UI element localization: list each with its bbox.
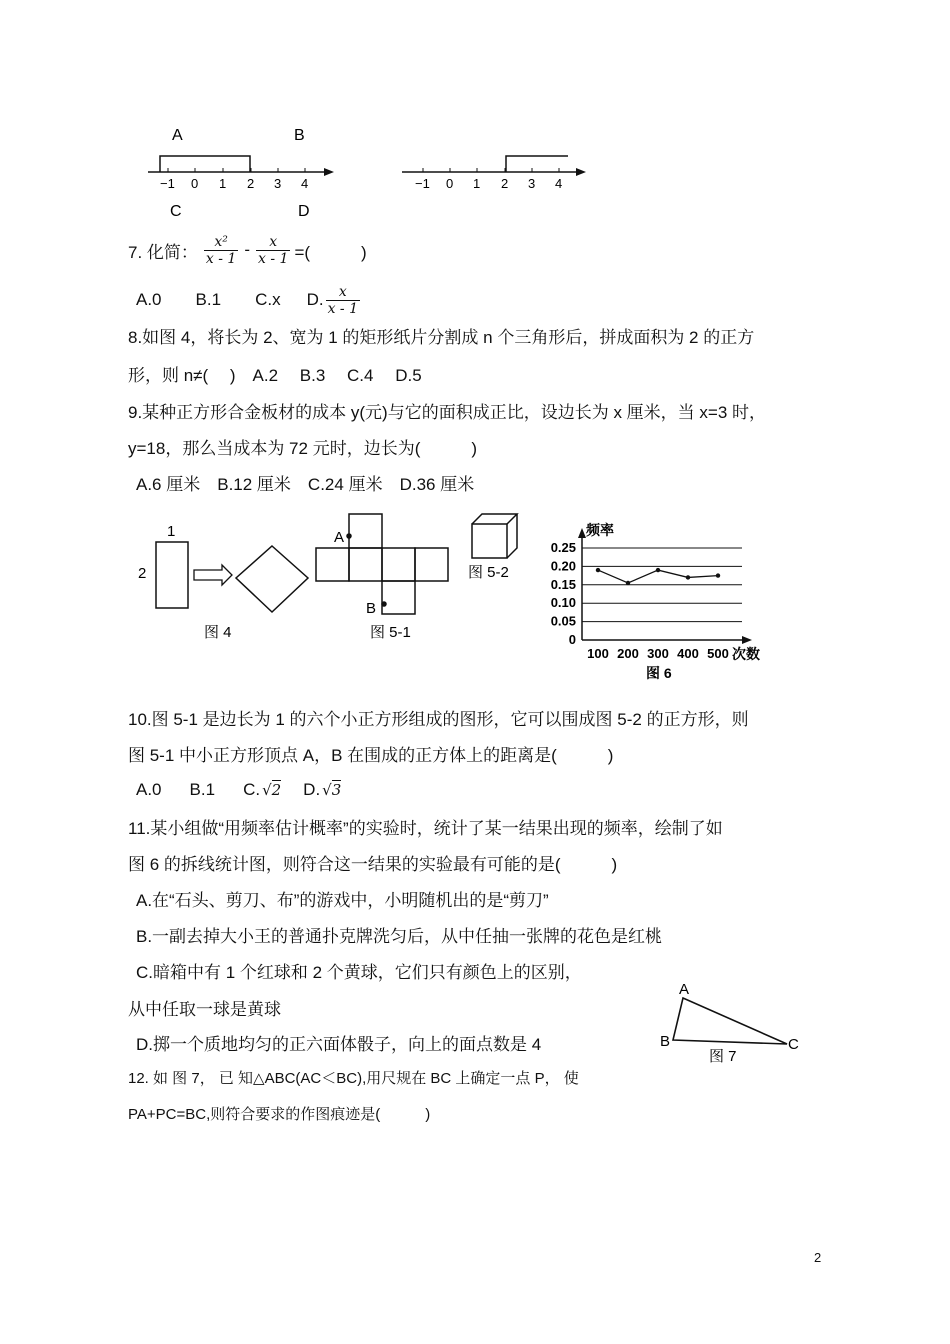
tick-label: 0	[446, 176, 454, 191]
chart-y-tick-label: 0.10	[550, 595, 576, 611]
chart-x-tick-label: 300	[647, 646, 669, 661]
chart-y-tick-label: 0.20	[550, 558, 576, 574]
tick-label: 1	[473, 176, 481, 191]
figure-4	[138, 523, 308, 641]
chart-x-tick-label: 500	[707, 646, 729, 661]
fig7-label-b: B	[660, 1033, 671, 1050]
q11-option-c-line-1: C.暗箱中有 1 个红球和 2 个黄球，它们只有颜色上的区别，	[136, 963, 582, 982]
chart-y-axis-title: 频率	[586, 522, 614, 538]
q7-option-d-fraction: $\frac{x}{x - 1}$	[327, 283, 358, 317]
number-line-left	[148, 156, 334, 191]
fig4-length-label: 2	[138, 565, 147, 582]
q10-line-1: 10.图 5-1 是边长为 1 的六个小正方形组成的图形，它可以围成图 5-2 的正方形，则	[128, 710, 749, 729]
chart-y-tick-label: 0.05	[550, 613, 576, 629]
tick-label: 4	[555, 176, 563, 191]
tick-label: 1	[219, 176, 227, 191]
figures-4-5	[130, 508, 540, 658]
tick-label: 0	[191, 176, 199, 191]
fig51-label-b: B	[366, 600, 377, 617]
tick-label: 3	[528, 176, 536, 191]
q11-option-b: B.一副去掉大小王的普通扑克牌洗匀后，从中任抽一张牌的花色是红桃	[136, 927, 663, 946]
q11-option-a: A.在“石头、剪刀、布”的游戏中，小明随机出的是“剪刀”	[136, 891, 549, 910]
frequency-line-chart	[538, 516, 770, 684]
chart-x-tick-label: 200	[617, 646, 639, 661]
tick-label: 2	[501, 176, 509, 191]
chart-data-point	[626, 581, 630, 585]
chart-data-point	[656, 568, 660, 572]
fig7-label-a: A	[679, 981, 690, 998]
arrow-icon	[194, 565, 232, 585]
fig51-caption: 图 5-1	[370, 624, 411, 641]
tick-label: 2	[247, 176, 255, 191]
q8-line-2: 形，则 n≠( ) A.2 B.3 C.4 D.5	[128, 366, 422, 385]
question-7: 7. 化简： $\frac{\text{x²}}{x - 1}$ - $\frac{x}{x - 1}$ =( )	[128, 233, 367, 267]
number-line-label-c: C	[170, 203, 182, 220]
q7-suffix: =( )	[294, 242, 367, 262]
q10-options: A.0 B.1 C. √2 D. √3	[136, 780, 342, 799]
chart-y-tick-label: 0.15	[550, 576, 576, 592]
q10-line-2: 图 5-1 中小正方形顶点 A，B 在围成的正方体上的距离是( )	[128, 746, 614, 765]
chart-title: 图 6	[646, 665, 672, 681]
page-number: 2	[814, 1250, 822, 1265]
fig51-label-a: A	[334, 529, 345, 546]
q7-options: A.0 B.1 C.x D. $\frac{x}{x - 1}$	[136, 283, 358, 317]
number-line-label-a: A	[172, 127, 183, 144]
chart-y-tick-label: 0.25	[550, 540, 576, 555]
number-line-right	[402, 156, 586, 191]
chart-x-axis-title: 次数	[732, 646, 760, 662]
q7-fraction-2: $\frac{x}{x - 1}$	[258, 233, 289, 267]
q9-options: A.6 厘米 B.12 厘米 C.24 厘米 D.36 厘米	[136, 475, 475, 494]
q10-option-d-sqrt: √3	[322, 781, 342, 799]
q12-line-2: PA+PC=BC,则符合要求的作图痕迹是( )	[128, 1106, 431, 1123]
chart-data-point	[716, 573, 720, 577]
q11-line-2: 图 6 的拆线统计图，则符合这一结果的实验最有可能的是( )	[128, 855, 618, 874]
chart-y-tick-label: 0	[568, 632, 576, 647]
fig4-caption: 图 4	[204, 624, 232, 641]
chart-x-tick-label: 100	[587, 646, 609, 661]
q9-line-2: y=18，那么当成本为 72 元时，边长为( )	[128, 439, 478, 458]
q11-line-1: 11.某小组做“用频率估计概率”的实验时，统计了某一结果出现的频率，绘制了如	[128, 819, 723, 838]
q7-prefix: 7. 化简：	[128, 242, 198, 262]
tick-label: −1	[415, 176, 430, 191]
chart-data-point	[686, 575, 690, 579]
chart-data-point	[596, 568, 600, 572]
q12-line-1: 12. 如 图 7， 已 知△ABC(AC＜BC),用尺规在 BC 上确定一点 P， 使	[128, 1070, 579, 1087]
number-line-figure	[140, 118, 610, 228]
tick-label: 3	[274, 176, 282, 191]
q11-option-d: D.掷一个质地均匀的正六面体骰子，向上的面点数是 4	[136, 1035, 542, 1054]
number-line-label-d: D	[298, 203, 310, 220]
fig52-caption: 图 5-2	[468, 564, 509, 581]
figure-5-2-cube	[472, 514, 517, 558]
chart-x-axis-arrow	[742, 636, 752, 644]
tick-label: −1	[160, 176, 175, 191]
tick-label: 4	[301, 176, 309, 191]
figure-7-triangle	[655, 978, 805, 1068]
fig4-width-label: 1	[167, 523, 176, 540]
q9-line-1: 9.某种正方形合金板材的成本 y(元)与它的面积成正比，设边长为 x 厘米，当 x=3 时，	[128, 403, 766, 422]
chart-y-axis-arrow	[578, 528, 586, 538]
fig7-label-c: C	[788, 1036, 799, 1053]
q8-line-1: 8.如图 4，将长为 2、宽为 1 的矩形纸片分割成 n 个三角形后，拼成面积为 2 的正方	[128, 328, 755, 347]
fig7-caption: 图 7	[709, 1048, 737, 1065]
number-line-label-b: B	[294, 127, 305, 144]
q7-fraction-1: $\frac{\text{x²}}{x - 1}$	[205, 233, 237, 267]
q10-option-c-sqrt: √2	[262, 781, 282, 799]
q11-option-c-line-2: 从中任取一球是黄球	[128, 1000, 281, 1019]
chart-x-tick-label: 400	[677, 646, 699, 661]
